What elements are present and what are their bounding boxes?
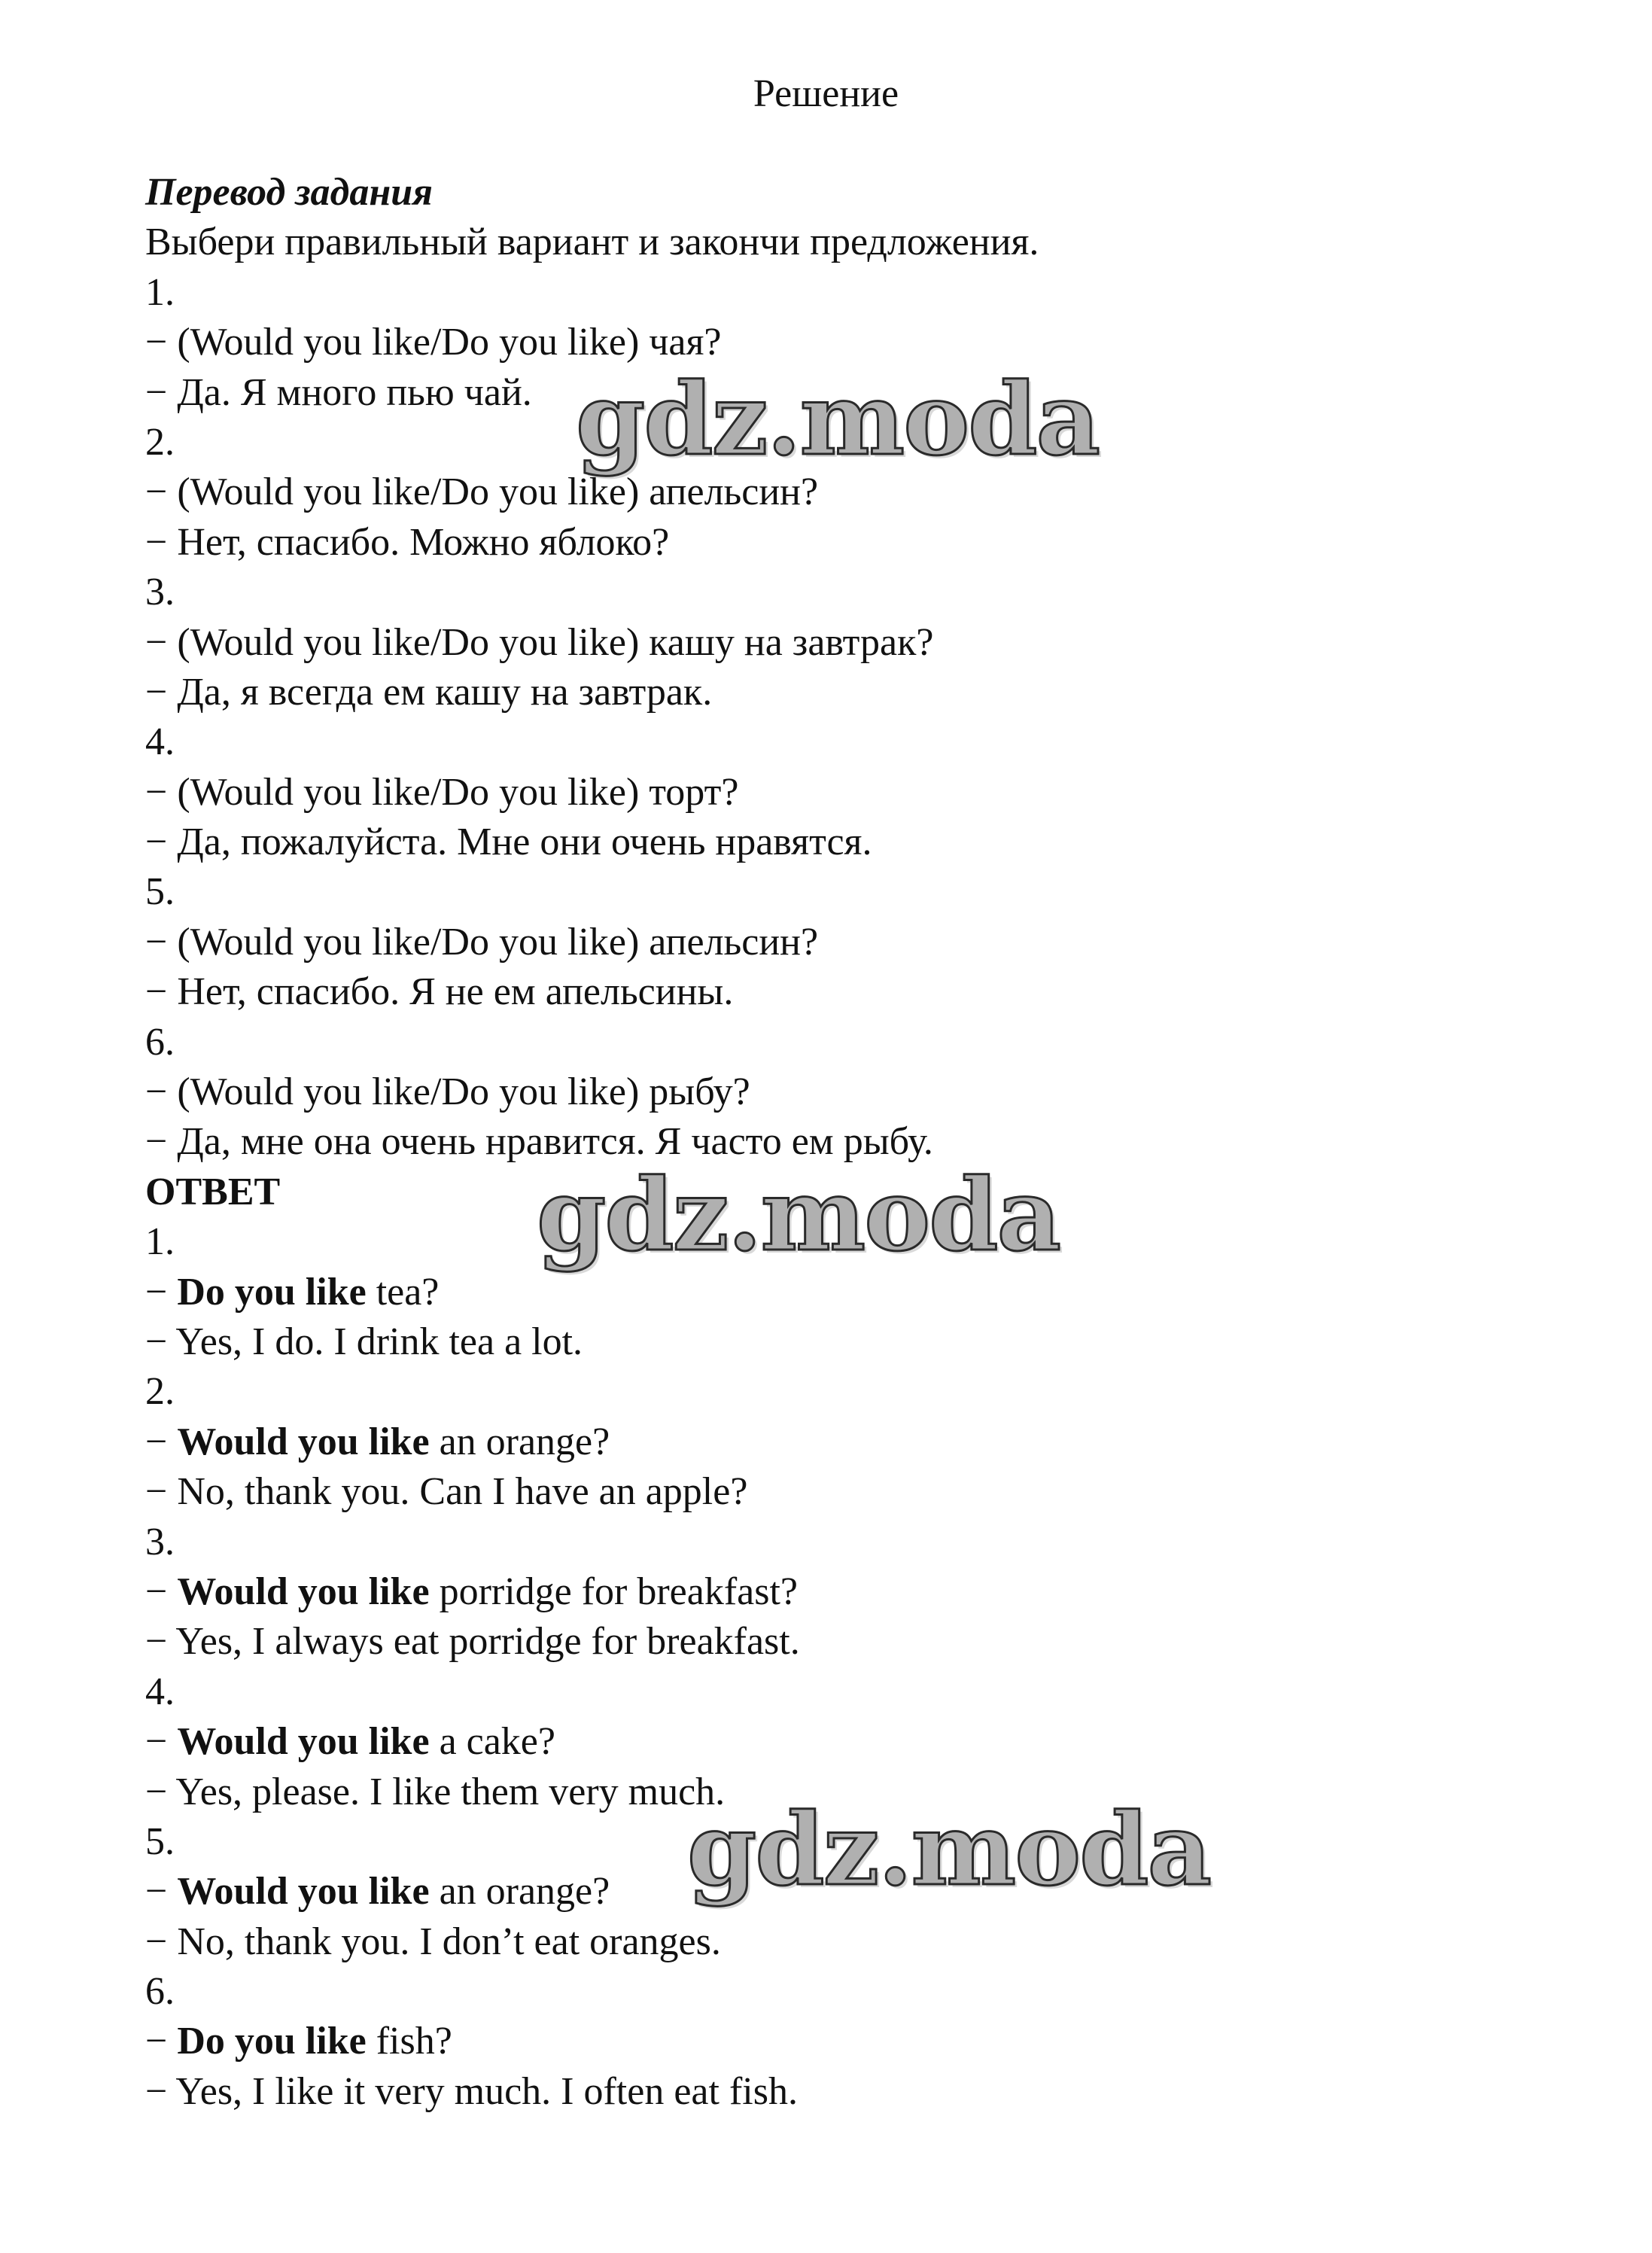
page-title: Решение <box>753 72 899 115</box>
item-number: 6. <box>145 1020 175 1064</box>
dash: − <box>145 1870 178 1914</box>
answer-phrase: Would you like <box>177 1720 430 1764</box>
question-line: − (Would you like/Do you like) апельсин? <box>145 470 819 514</box>
watermark: gdz.moda <box>576 361 1100 478</box>
question-line: − (Would you like/Do you like) рыбу? <box>145 1070 750 1114</box>
answer-line: − Да, мне она очень нравится. Я часто ем рыбу. <box>145 1120 933 1164</box>
question-rest: a cake? <box>429 1720 555 1764</box>
answer-line: − Да, я всегда ем кашу на завтрак. <box>145 670 713 714</box>
dash: − <box>145 1569 178 1613</box>
question-line: − (Would you like/Do you like) чая? <box>145 321 722 364</box>
answer-item <box>145 1367 1575 1517</box>
item-number: 5. <box>145 1819 175 1863</box>
answer-heading: ОТВЕТ <box>145 1170 281 1213</box>
translation-item <box>145 867 1575 1017</box>
answer-list <box>145 1217 1575 2117</box>
translation-intro: Выбери правильный вариант и закончи предложения. <box>145 221 1039 264</box>
dash: − <box>145 2020 178 2063</box>
answer-line: − Да, пожалуйста. Мне они очень нравятся. <box>145 821 872 864</box>
answer-phrase: Would you like <box>177 1569 430 1613</box>
answer-phrase: Would you like <box>177 1420 430 1463</box>
item-number: 1. <box>145 270 175 314</box>
question-rest: fish? <box>366 2020 452 2063</box>
item-number: 1. <box>145 1220 175 1264</box>
question-rest: porridge for breakfast? <box>429 1569 798 1613</box>
answer-line: − Yes, I do. I drink tea a lot. <box>145 1320 583 1363</box>
item-number: 5. <box>145 870 175 914</box>
question-line <box>145 1268 1575 1317</box>
answer-line: − No, thank you. Can I have an apple? <box>145 1470 748 1514</box>
translation-item <box>145 717 1575 867</box>
question-line <box>145 1417 1575 1467</box>
answer-line: − No, thank you. I don’t eat oranges. <box>145 1920 721 1963</box>
answer-phrase: Would you like <box>177 1870 430 1914</box>
dash: − <box>145 1420 178 1463</box>
question-line: − (Would you like/Do you like) кашу на завтрак? <box>145 620 934 664</box>
answer-line: − Yes, I always eat porridge for breakfast. <box>145 1620 800 1664</box>
dash: − <box>145 1720 178 1764</box>
question-line <box>145 1717 1575 1767</box>
answer-line: − Нет, спасибо. Можно яблоко? <box>145 520 670 564</box>
item-number: 4. <box>145 1670 175 1713</box>
answer-item <box>145 1518 1575 1667</box>
answer-phrase: Do you like <box>177 1270 367 1314</box>
item-number: 2. <box>145 1370 175 1414</box>
question-rest: an orange? <box>429 1870 610 1914</box>
translation-item <box>145 1018 1575 1168</box>
item-number: 2. <box>145 420 175 464</box>
answer-item <box>145 1967 1575 2117</box>
dash: − <box>145 1270 178 1314</box>
question-rest: tea? <box>366 1270 440 1314</box>
question-line: − (Would you like/Do you like) апельсин? <box>145 920 819 964</box>
answer-line: − Yes, I like it very much. I often eat fish. <box>145 2069 798 2113</box>
translation-heading: Перевод задания <box>145 171 433 214</box>
watermark: gdz.moda <box>687 1792 1211 1908</box>
answer-line: − Да. Я много пью чай. <box>145 370 532 414</box>
item-number: 6. <box>145 1970 175 2014</box>
question-line <box>145 2017 1575 2066</box>
question-line <box>145 1567 1575 1617</box>
item-number: 4. <box>145 720 175 764</box>
answer-phrase: Do you like <box>177 2020 367 2063</box>
question-line: − (Would you like/Do you like) торт? <box>145 770 739 814</box>
item-number: 3. <box>145 1520 175 1563</box>
answer-line: − Нет, спасибо. Я не ем апельсины. <box>145 970 734 1014</box>
question-rest: an orange? <box>429 1420 610 1463</box>
translation-item <box>145 568 1575 717</box>
item-number: 3. <box>145 571 175 614</box>
answer-line: − Yes, please. I like them very much. <box>145 1770 726 1813</box>
watermark: gdz.moda <box>537 1157 1060 1274</box>
